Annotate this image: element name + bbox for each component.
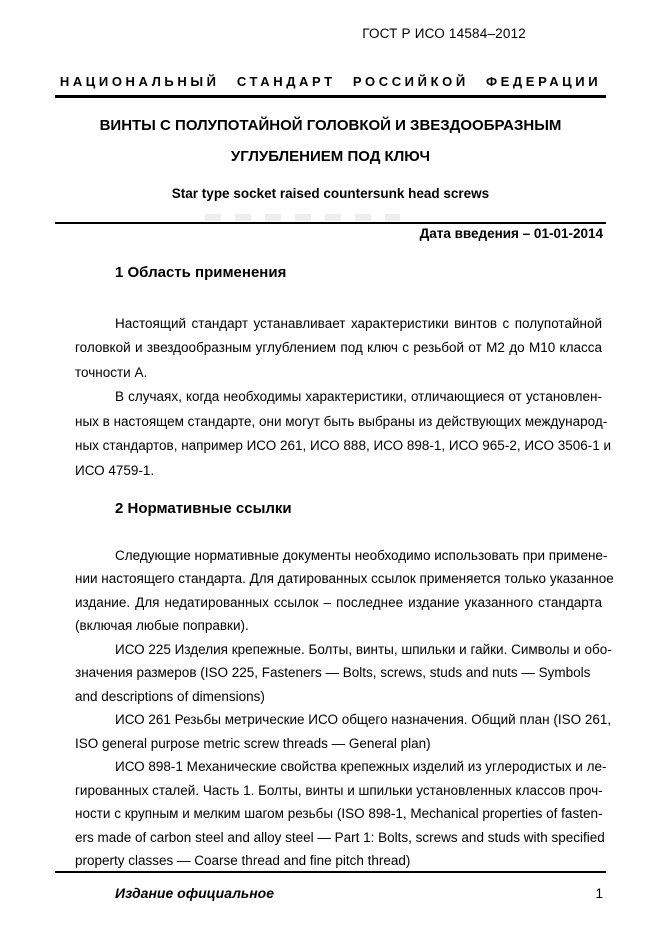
document-title-ru: [30, 110, 631, 172]
text-line: ИСО 4759-1.: [75, 462, 155, 478]
section-scope: [75, 261, 612, 483]
text-line: ИСО 898-1 Механические свойства крепежных изделий из углеродистых и ле-: [115, 759, 607, 774]
footer-rule: [55, 871, 606, 873]
text-line: Следующие нормативные документы необходимо использовать при примене-: [115, 547, 608, 563]
text-line: Настоящий стандарт устанавливает характеристики винтов с полупотайной: [115, 315, 602, 331]
paragraph: [75, 708, 612, 755]
national-standard-banner: НАЦИОНАЛЬНЫЙ СТАНДАРТ РОССИЙКОЙ ФЕДЕРАЦИИ: [59, 74, 602, 89]
section-2-heading: 2 Нормативные ссылки: [115, 500, 292, 517]
text-line: ИСО 261 Резьбы метрические ИСО общего назначения. Общий план (ISO 261,: [115, 712, 612, 727]
section-normative-references: [75, 497, 614, 873]
text-line: ers made of carbon steel and alloy steel — Part 1: Bolts, screws and studs with specified: [75, 829, 605, 845]
text-line: издание. Для недатированных ссылок – последнее издание указанного стандарта: [75, 594, 602, 610]
paragraph: [75, 638, 612, 709]
text-line: property classes — Coarse thread and fine pitch thread): [75, 853, 411, 868]
section-1-heading: 1 Область применения: [115, 264, 287, 281]
text-line: В случаях, когда необходимы характеристики, отличающиеся от установлен-: [115, 389, 602, 404]
page-number: 1: [595, 886, 603, 901]
intro-rule: [55, 222, 606, 224]
text-line: точности А.: [75, 364, 148, 380]
document-title-line1: ВИНТЫ С ПОЛУПОТАЙНОЙ ГОЛОВКОЙ И ЗВЕЗДООБРАЗНЫМ: [99, 117, 562, 134]
document-body: [75, 255, 614, 873]
text-line: and descriptions of dimensions): [75, 688, 265, 704]
text-line: ных стандартов, например ИСО 261, ИСО 888, ИСО 898-1, ИСО 965-2, ИСО 3506-1 и: [75, 438, 612, 453]
text-line: гированных сталей. Часть 1. Болты, винты и шпильки установленных классов проч-: [75, 782, 603, 798]
text-line: головкой и звездообразным углублением под ключ с резьбой от М2 до М10 класса: [75, 340, 602, 355]
paragraph: [75, 755, 607, 873]
text-line: значения размеров (ISO 225, Fasteners — Bolts, screws, studs and nuts — Symbols: [75, 665, 591, 680]
doc-code: ГОСТ Р ИСО 14584–2012: [362, 26, 526, 41]
banner-rule: [55, 95, 606, 98]
text-line: (включая любые поправки).: [75, 618, 249, 633]
paragraph: [75, 544, 614, 638]
text-line: ных в настоящем стандарте, они могут быть выбраны из действующих международ-: [75, 413, 608, 429]
erased-text-artifact: [205, 214, 400, 221]
edition-note: Издание официальное: [115, 885, 275, 901]
text-line: ISO general purpose metric screw threads — General plan): [75, 735, 431, 751]
text-line: нии настоящего стандарта. Для датированных ссылок применяется только указанное: [75, 571, 614, 586]
document-title-line2: УГЛУБЛЕНИЕМ ПОД КЛЮЧ: [230, 148, 431, 165]
document-title-en: Star type socket raised countersunk head screws: [171, 186, 490, 201]
paragraph: [75, 312, 602, 386]
paragraph: [75, 385, 612, 483]
text-line: ности с крупным и мелким шагом резьбы (ISO 898-1, Mechanical properties of fasten-: [75, 806, 603, 821]
effective-date: Дата введения – 01-01-2014: [419, 226, 603, 241]
text-line: ИСО 225 Изделия крепежные. Болты, винты, шпильки и гайки. Символы и обо-: [115, 641, 612, 657]
